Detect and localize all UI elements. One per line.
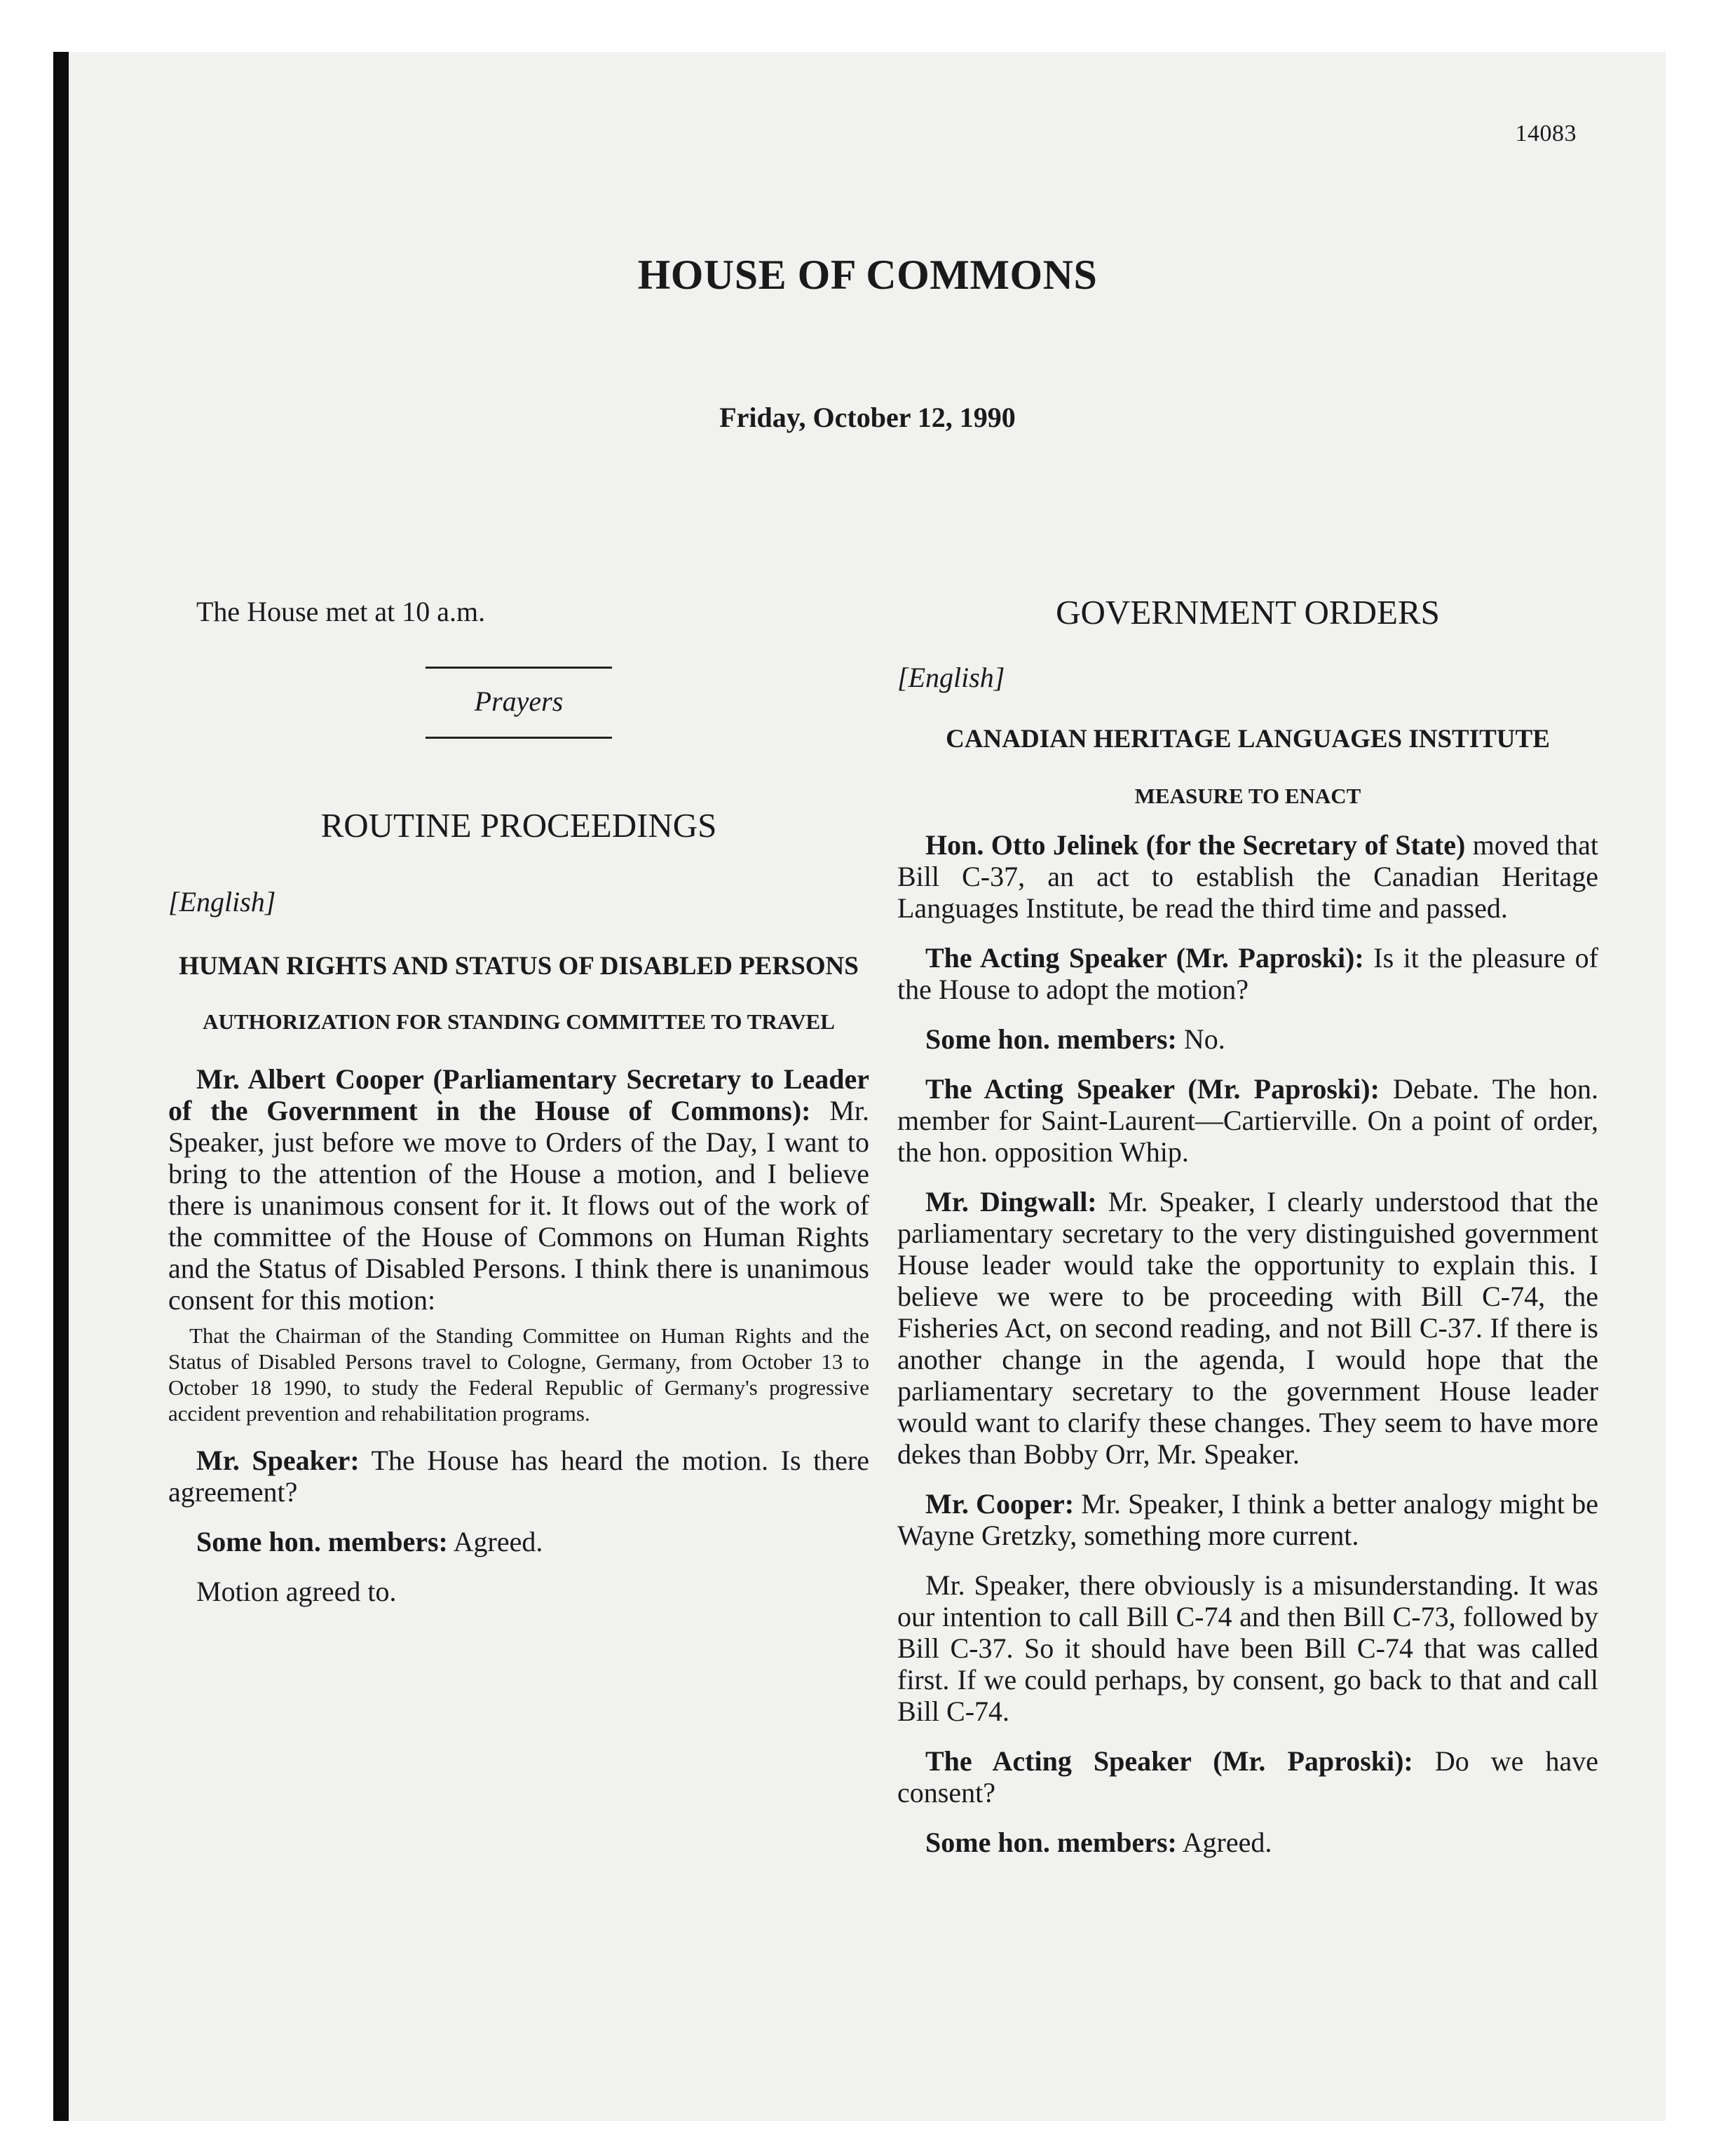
speech-text: Do we have consent? — [897, 1745, 1598, 1808]
divider-rule — [426, 667, 612, 669]
left-column — [168, 596, 869, 1607]
sub-heading-committee-travel: AUTHORIZATION FOR STANDING COMMITTEE TO TRAVEL — [203, 1009, 835, 1034]
speech-text: moved that Bill C-37, an act to establish the Canadian Heritage Languages Institute, be read the third time and passed. — [897, 829, 1598, 924]
speech-paragraph — [897, 1488, 1598, 1551]
sitting-date: Friday, October 12, 1990 — [719, 402, 1016, 433]
speech-text: The House has heard the motion. Is there agreement? — [168, 1445, 870, 1508]
speech-paragraph — [897, 1745, 1598, 1808]
motion-quote: That the Chairman of the Standing Committee on Human Rights and the Status of Disabled Persons travel to Cologne, Germany, from October 13 to October 18 1990, to study the Federal Republic of Germany's progressive accident prevention and rehabilitation programs. — [168, 1323, 869, 1426]
speech-text: Mr. Speaker, just before we move to Orders of the Day, I want to bring to the attention of the House a motion, and I believe there is unanimous consent for it. It flows out of the work of the committee of the House of Commons on Human Rights and the Status of Disabled Persons. I think there is unanimous consent for this motion: — [168, 1095, 869, 1316]
language-tag: [English] — [168, 886, 276, 917]
section-heading-routine-proceedings: ROUTINE PROCEEDINGS — [320, 806, 717, 845]
speech-text: Mr. Speaker, I clearly understood that the parliamentary secretary to the very distinguished government House leader would take the opportunity to explain this. I believe we were to be proceeding with Bill C-74, the Fisheries Act, on second reading, and not Bill C-37. If there is another change in the agenda, I would hope that the parliamentary secretary to the government House leader would want to clarify these changes. They seem to have more dekes than Bobby Orr, Mr. Speaker. — [897, 1186, 1598, 1470]
speech-paragraph — [897, 829, 1598, 924]
speaker-name: Some hon. members: — [925, 1023, 1177, 1055]
motion-agreed-text: Motion agreed to. — [196, 1576, 397, 1607]
speaker-name: The Acting Speaker (Mr. Paproski): — [925, 942, 1364, 974]
language-tag: [English] — [897, 662, 1005, 693]
house-met-text: The House met at 10 a.m. — [196, 596, 486, 627]
speech-paragraph — [897, 1186, 1598, 1470]
page-number: 14083 — [1515, 121, 1577, 146]
speaker-name: Some hon. members: — [196, 1526, 448, 1557]
speech-text: Is it the pleasure of the House to adopt the motion? — [897, 942, 1598, 1005]
prayers-text: Prayers — [474, 685, 564, 717]
speaker-name: Some hon. members: — [925, 1827, 1177, 1858]
page-title: HOUSE OF COMMONS — [637, 252, 1098, 298]
speech-text: Agreed. — [447, 1526, 543, 1557]
speech-paragraph — [897, 942, 1598, 1005]
speech-paragraph — [168, 1526, 869, 1557]
subject-heading-heritage-languages: CANADIAN HERITAGE LANGUAGES INSTITUTE — [946, 725, 1550, 753]
sub-heading-measure-to-enact: MEASURE TO ENACT — [1134, 784, 1361, 808]
speaker-name: Mr. Speaker: — [196, 1445, 360, 1476]
divider-rule — [426, 737, 612, 739]
right-column — [897, 593, 1599, 1858]
speaker-name: Mr. Dingwall: — [925, 1186, 1097, 1217]
speech-paragraph — [897, 1023, 1598, 1055]
speaker-name: The Acting Speaker (Mr. Paproski): — [925, 1073, 1380, 1105]
speech-text: Debate. The hon. member for Saint-Laurent—Cartierville. On a point of order, the hon. opposition Whip. — [897, 1073, 1598, 1168]
section-heading-government-orders: GOVERNMENT ORDERS — [1056, 593, 1440, 632]
speech-paragraph — [168, 1063, 869, 1316]
speech-text: No. — [1176, 1023, 1225, 1055]
speech-paragraph — [168, 1445, 869, 1508]
speech-paragraph — [897, 1073, 1598, 1168]
speech-paragraph: Mr. Speaker, there obviously is a misunderstanding. It was our intention to call Bill C-74 and then Bill C-73, followed by Bill C-37. So it should have been Bill C-74 that was called first. If we could perhaps, by consent, go back to that and call Bill C-74. — [897, 1569, 1598, 1727]
speech-text: Mr. Speaker, I think a better analogy might be Wayne Gretzky, something more current. — [897, 1488, 1599, 1551]
speaker-name: Hon. Otto Jelinek (for the Secretary of State) — [925, 829, 1466, 861]
speech-paragraph — [897, 1827, 1598, 1858]
speech-text: Agreed. — [1176, 1827, 1272, 1858]
speaker-name: The Acting Speaker (Mr. Paproski): — [925, 1745, 1413, 1777]
speaker-name: Mr. Cooper: — [925, 1488, 1075, 1520]
subject-heading-human-rights: HUMAN RIGHTS AND STATUS OF DISABLED PERSONS — [179, 952, 859, 981]
speaker-name: Mr. Albert Cooper (Parliamentary Secretary to Leader of the Government in the House of Commons): — [168, 1063, 869, 1126]
